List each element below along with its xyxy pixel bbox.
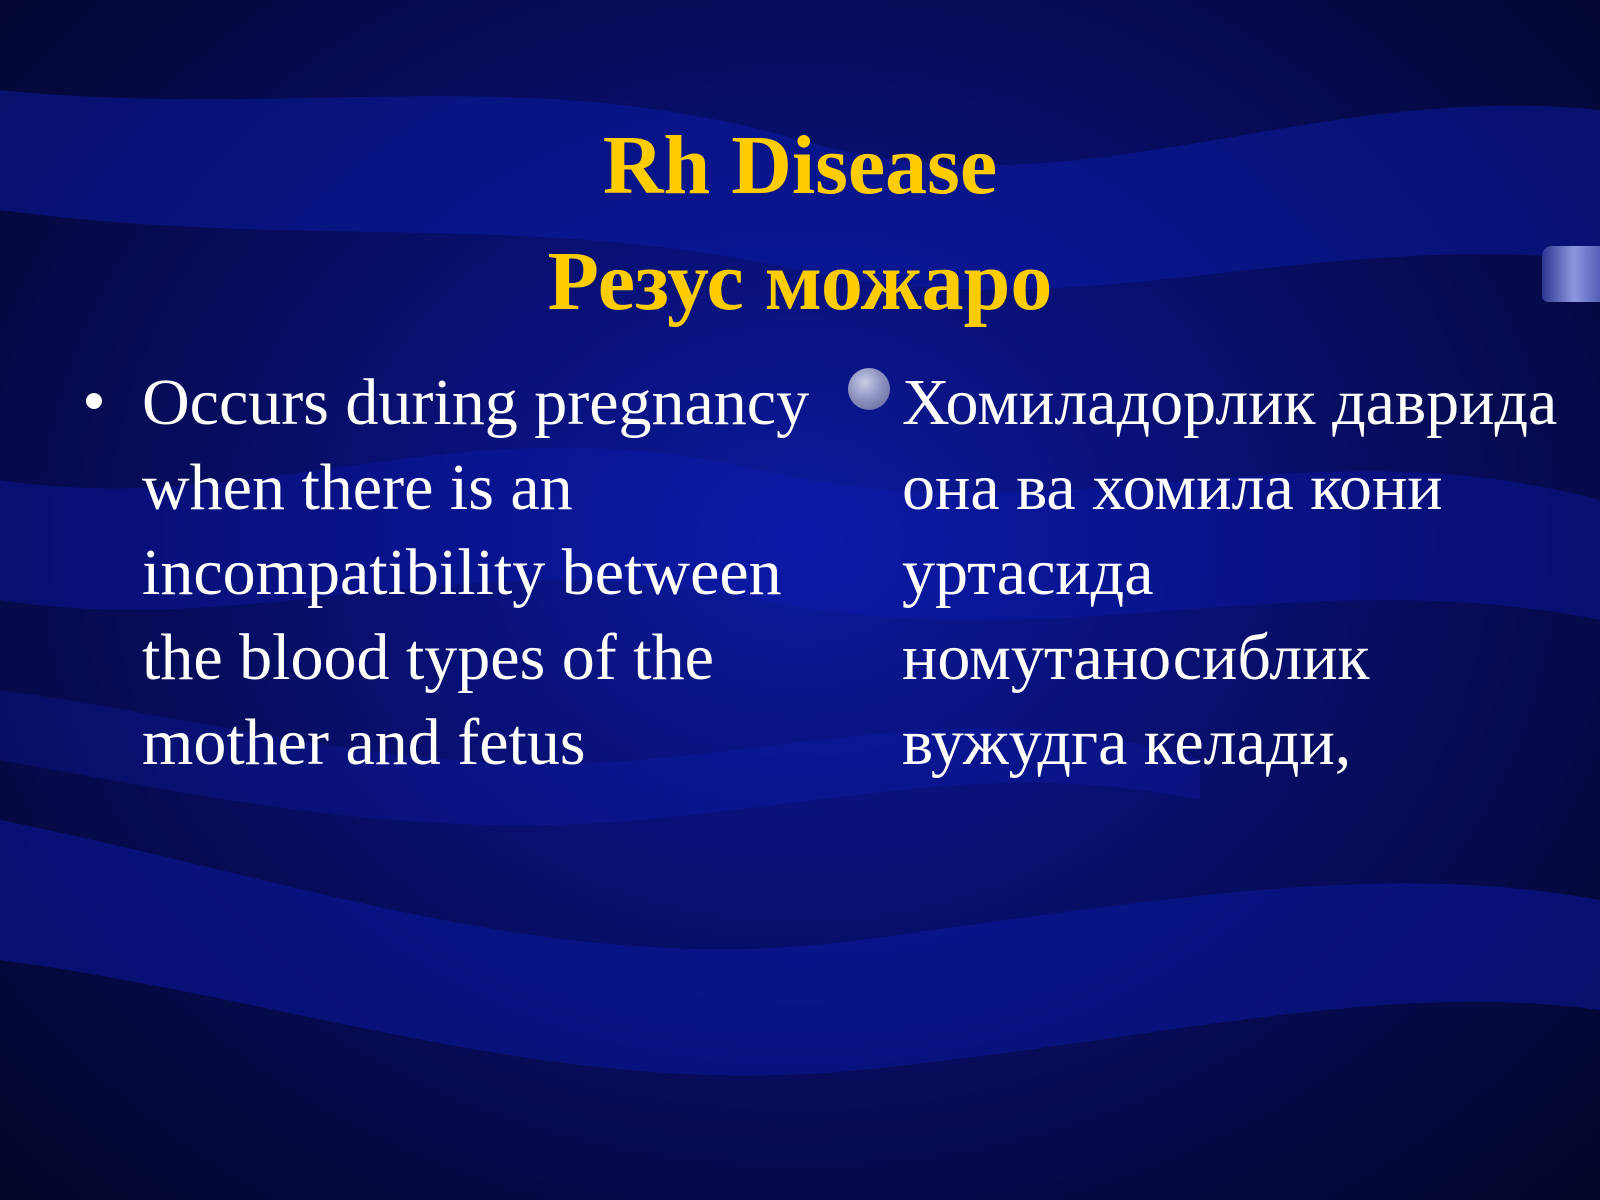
bullet-sphere-icon bbox=[848, 368, 890, 410]
edge-ribbon-decoration bbox=[1542, 246, 1600, 302]
title-english: Rh Disease bbox=[602, 119, 998, 212]
right-bullet-text: Хомиладорлик даврида она ва хомила кони уртасида номутаносиблик вужудга келади, bbox=[902, 366, 1558, 779]
slide-title bbox=[0, 108, 1600, 340]
title-uzbek: Резус можаро bbox=[547, 235, 1053, 328]
bullet-dot-icon bbox=[86, 393, 102, 409]
left-bullet-text: Occurs during pregnancy when there is an incompatibility between the blood types of the mother and fetus bbox=[142, 366, 810, 779]
